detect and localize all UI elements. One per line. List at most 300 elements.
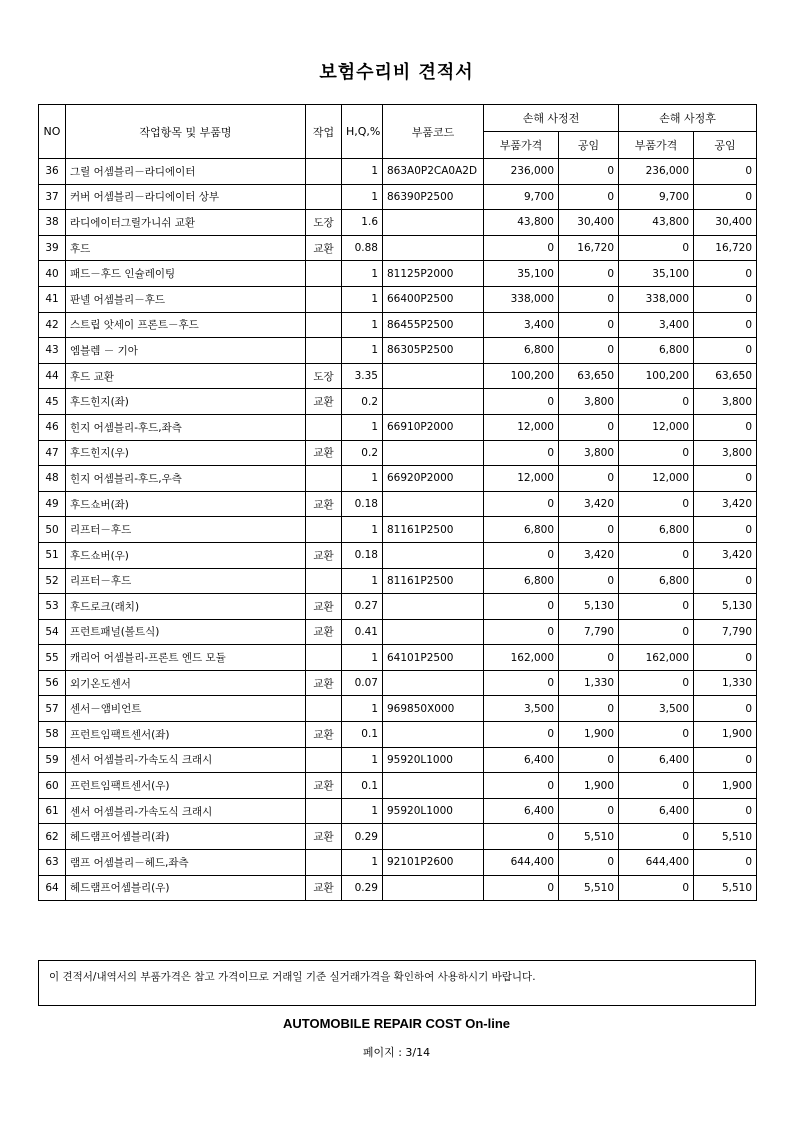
row-no: 46	[39, 414, 66, 440]
row-before-part-price: 0	[484, 440, 559, 466]
row-before-part-price: 338,000	[484, 286, 559, 312]
row-work: 교환	[306, 594, 342, 620]
row-hq: 1	[342, 286, 383, 312]
row-before-labor: 16,720	[559, 235, 619, 261]
row-no: 58	[39, 722, 66, 748]
price-notice: 이 견적서/내역서의 부품가격은 참고 가격이므로 거래일 기준 실거래가격을 확인하여 사용하시기 바랍니다.	[38, 960, 756, 1006]
row-item: 리프터－후드	[66, 517, 306, 543]
row-after-part-price: 12,000	[619, 466, 694, 492]
row-after-labor: 0	[694, 312, 757, 338]
row-after-part-price: 100,200	[619, 363, 694, 389]
row-code: 81125P2000	[383, 261, 484, 287]
row-code: 95920L1000	[383, 747, 484, 773]
row-after-labor: 0	[694, 261, 757, 287]
row-before-labor: 0	[559, 466, 619, 492]
table-row	[39, 850, 757, 876]
row-code: 863A0P2CA0A2D	[383, 159, 484, 185]
row-after-labor: 5,510	[694, 824, 757, 850]
row-no: 49	[39, 491, 66, 517]
row-no: 64	[39, 875, 66, 901]
row-code	[383, 542, 484, 568]
row-item: 센서 어셈블리-가속도식 크래시	[66, 798, 306, 824]
table-row	[39, 389, 757, 415]
row-before-labor: 3,800	[559, 389, 619, 415]
row-before-labor: 1,330	[559, 670, 619, 696]
row-hq: 1	[342, 696, 383, 722]
row-before-part-price: 0	[484, 594, 559, 620]
row-after-labor: 0	[694, 798, 757, 824]
row-item: 램프 어셈블리－헤드,좌측	[66, 850, 306, 876]
row-code: 81161P2500	[383, 517, 484, 543]
table-row	[39, 312, 757, 338]
row-no: 50	[39, 517, 66, 543]
row-before-labor: 0	[559, 261, 619, 287]
row-item: 힌지 어셈블리-후드,좌측	[66, 414, 306, 440]
table-row	[39, 491, 757, 517]
row-before-part-price: 6,800	[484, 517, 559, 543]
row-before-part-price: 12,000	[484, 414, 559, 440]
row-after-part-price: 9,700	[619, 184, 694, 210]
row-work	[306, 184, 342, 210]
row-before-labor: 0	[559, 517, 619, 543]
row-after-part-price: 162,000	[619, 645, 694, 671]
row-no: 56	[39, 670, 66, 696]
row-before-labor: 0	[559, 312, 619, 338]
row-work	[306, 286, 342, 312]
row-after-part-price: 6,800	[619, 517, 694, 543]
row-after-labor: 0	[694, 568, 757, 594]
row-before-labor: 0	[559, 338, 619, 364]
row-work	[306, 696, 342, 722]
row-before-part-price: 0	[484, 722, 559, 748]
row-work	[306, 568, 342, 594]
table-row	[39, 670, 757, 696]
row-before-part-price: 0	[484, 773, 559, 799]
row-after-part-price: 236,000	[619, 159, 694, 185]
row-no: 42	[39, 312, 66, 338]
row-no: 40	[39, 261, 66, 287]
row-work	[306, 850, 342, 876]
row-no: 41	[39, 286, 66, 312]
row-after-labor: 1,330	[694, 670, 757, 696]
row-before-part-price: 9,700	[484, 184, 559, 210]
row-work: 교환	[306, 670, 342, 696]
table-row	[39, 798, 757, 824]
row-item: 패드－후드 인슐레이팅	[66, 261, 306, 287]
row-code	[383, 594, 484, 620]
row-after-part-price: 6,800	[619, 568, 694, 594]
row-hq: 0.07	[342, 670, 383, 696]
row-after-labor: 0	[694, 466, 757, 492]
estimate-table	[38, 104, 757, 901]
table-row	[39, 261, 757, 287]
row-work	[306, 414, 342, 440]
row-hq: 0.1	[342, 722, 383, 748]
row-hq: 1	[342, 568, 383, 594]
row-before-part-price: 6,800	[484, 338, 559, 364]
row-hq: 0.29	[342, 875, 383, 901]
row-code	[383, 773, 484, 799]
row-after-labor: 0	[694, 184, 757, 210]
row-code	[383, 363, 484, 389]
row-no: 54	[39, 619, 66, 645]
row-item: 후드힌지(좌)	[66, 389, 306, 415]
row-after-part-price: 12,000	[619, 414, 694, 440]
table-row	[39, 542, 757, 568]
header-no: NO	[39, 105, 66, 159]
row-hq: 0.41	[342, 619, 383, 645]
row-code: 86455P2500	[383, 312, 484, 338]
table-row	[39, 696, 757, 722]
row-work: 도장	[306, 210, 342, 236]
page-number: 페이지 : 3/14	[362, 1046, 431, 1059]
row-hq: 1	[342, 414, 383, 440]
row-before-labor: 30,400	[559, 210, 619, 236]
row-before-part-price: 35,100	[484, 261, 559, 287]
row-before-labor: 5,510	[559, 875, 619, 901]
footer-brand: AUTOMOBILE REPAIR COST On-line	[282, 1016, 511, 1031]
row-after-labor: 0	[694, 286, 757, 312]
row-no: 39	[39, 235, 66, 261]
table-row	[39, 414, 757, 440]
header-hq: H,Q,%	[342, 105, 383, 159]
row-before-labor: 7,790	[559, 619, 619, 645]
row-after-labor: 0	[694, 696, 757, 722]
row-before-labor: 0	[559, 850, 619, 876]
row-item: 후드로크(래치)	[66, 594, 306, 620]
row-hq: 1	[342, 159, 383, 185]
row-after-labor: 0	[694, 159, 757, 185]
row-hq: 0.2	[342, 389, 383, 415]
row-before-part-price: 6,800	[484, 568, 559, 594]
row-item: 후드힌지(우)	[66, 440, 306, 466]
row-item: 프런트임팩트센서(우)	[66, 773, 306, 799]
table-row	[39, 568, 757, 594]
row-before-part-price: 0	[484, 235, 559, 261]
row-code	[383, 235, 484, 261]
row-work	[306, 338, 342, 364]
row-after-part-price: 6,400	[619, 747, 694, 773]
row-no: 38	[39, 210, 66, 236]
row-before-part-price: 3,500	[484, 696, 559, 722]
row-no: 52	[39, 568, 66, 594]
row-item: 그릴 어셈블리－라디에이터	[66, 159, 306, 185]
row-work: 교환	[306, 773, 342, 799]
row-before-part-price: 162,000	[484, 645, 559, 671]
row-before-part-price: 6,400	[484, 798, 559, 824]
row-after-part-price: 35,100	[619, 261, 694, 287]
row-before-part-price: 12,000	[484, 466, 559, 492]
row-after-labor: 30,400	[694, 210, 757, 236]
row-work: 교환	[306, 542, 342, 568]
row-no: 44	[39, 363, 66, 389]
row-after-labor: 0	[694, 645, 757, 671]
row-item: 라디에이터그릴가니쉬 교환	[66, 210, 306, 236]
row-work: 교환	[306, 440, 342, 466]
row-work	[306, 466, 342, 492]
table-row	[39, 517, 757, 543]
row-after-part-price: 3,400	[619, 312, 694, 338]
row-no: 36	[39, 159, 66, 185]
row-item: 엠블렘 － 기아	[66, 338, 306, 364]
row-hq: 1	[342, 747, 383, 773]
row-item: 프런트패널(볼트식)	[66, 619, 306, 645]
row-before-labor: 3,800	[559, 440, 619, 466]
row-work	[306, 747, 342, 773]
row-code	[383, 440, 484, 466]
row-after-labor: 1,900	[694, 773, 757, 799]
row-hq: 0.88	[342, 235, 383, 261]
row-after-part-price: 43,800	[619, 210, 694, 236]
row-after-part-price: 0	[619, 670, 694, 696]
row-after-part-price: 0	[619, 619, 694, 645]
table-row	[39, 619, 757, 645]
row-before-labor: 63,650	[559, 363, 619, 389]
table-row	[39, 594, 757, 620]
row-before-part-price: 43,800	[484, 210, 559, 236]
row-after-part-price: 0	[619, 491, 694, 517]
row-after-part-price: 6,800	[619, 338, 694, 364]
row-work: 교환	[306, 235, 342, 261]
row-item: 외기온도센서	[66, 670, 306, 696]
row-before-part-price: 0	[484, 389, 559, 415]
row-work: 교환	[306, 875, 342, 901]
row-hq: 3.35	[342, 363, 383, 389]
row-code: 969850X000	[383, 696, 484, 722]
row-before-part-price: 0	[484, 542, 559, 568]
row-hq: 0.1	[342, 773, 383, 799]
row-after-labor: 0	[694, 850, 757, 876]
row-after-part-price: 0	[619, 542, 694, 568]
header-after: 손해 사정후	[619, 105, 757, 132]
row-before-part-price: 236,000	[484, 159, 559, 185]
row-item: 판넬 어셈블리－후드	[66, 286, 306, 312]
row-work: 교환	[306, 722, 342, 748]
row-before-part-price: 100,200	[484, 363, 559, 389]
row-after-part-price: 3,500	[619, 696, 694, 722]
row-before-labor: 0	[559, 645, 619, 671]
row-hq: 0.18	[342, 491, 383, 517]
table-row	[39, 159, 757, 185]
row-hq: 1	[342, 338, 383, 364]
row-before-labor: 0	[559, 747, 619, 773]
row-no: 57	[39, 696, 66, 722]
row-after-part-price: 6,400	[619, 798, 694, 824]
table-row	[39, 286, 757, 312]
table-row	[39, 875, 757, 901]
row-hq: 1	[342, 517, 383, 543]
row-code	[383, 210, 484, 236]
row-hq: 1	[342, 850, 383, 876]
row-no: 48	[39, 466, 66, 492]
table-row	[39, 363, 757, 389]
row-before-labor: 5,130	[559, 594, 619, 620]
row-after-labor: 3,800	[694, 389, 757, 415]
row-item: 후드 교환	[66, 363, 306, 389]
table-row	[39, 824, 757, 850]
row-hq: 1.6	[342, 210, 383, 236]
row-after-labor: 3,800	[694, 440, 757, 466]
row-item: 캐리어 어셈블리-프론트 엔드 모듈	[66, 645, 306, 671]
row-item: 커버 어셈블리－라디에이터 상부	[66, 184, 306, 210]
row-code: 66910P2000	[383, 414, 484, 440]
row-item: 후드	[66, 235, 306, 261]
row-hq: 1	[342, 466, 383, 492]
header-after-labor: 공임	[694, 132, 757, 159]
row-hq: 1	[342, 798, 383, 824]
row-after-labor: 63,650	[694, 363, 757, 389]
row-code	[383, 670, 484, 696]
row-code: 92101P2600	[383, 850, 484, 876]
row-before-part-price: 644,400	[484, 850, 559, 876]
row-before-part-price: 6,400	[484, 747, 559, 773]
row-before-labor: 0	[559, 184, 619, 210]
row-after-labor: 5,510	[694, 875, 757, 901]
row-hq: 1	[342, 645, 383, 671]
row-no: 55	[39, 645, 66, 671]
row-item: 후드쇼버(우)	[66, 542, 306, 568]
header-code: 부품코드	[383, 105, 484, 159]
table-row	[39, 338, 757, 364]
row-before-part-price: 0	[484, 491, 559, 517]
row-hq: 1	[342, 184, 383, 210]
row-code: 66920P2000	[383, 466, 484, 492]
header-after-part-price: 부품가격	[619, 132, 694, 159]
row-no: 53	[39, 594, 66, 620]
row-no: 59	[39, 747, 66, 773]
row-before-labor: 0	[559, 696, 619, 722]
row-code: 64101P2500	[383, 645, 484, 671]
row-after-labor: 3,420	[694, 542, 757, 568]
row-before-part-price: 0	[484, 824, 559, 850]
row-code	[383, 491, 484, 517]
row-item: 헤드램프어셈블리(우)	[66, 875, 306, 901]
row-work	[306, 517, 342, 543]
row-after-labor: 0	[694, 414, 757, 440]
table-row	[39, 184, 757, 210]
row-no: 43	[39, 338, 66, 364]
row-before-labor: 0	[559, 159, 619, 185]
row-after-part-price: 0	[619, 594, 694, 620]
row-after-labor: 0	[694, 338, 757, 364]
row-before-labor: 3,420	[559, 542, 619, 568]
document-title: 보험수리비 견적서	[319, 62, 474, 83]
row-after-part-price: 0	[619, 875, 694, 901]
row-after-part-price: 0	[619, 824, 694, 850]
row-work	[306, 312, 342, 338]
row-hq: 1	[342, 261, 383, 287]
row-work: 교환	[306, 491, 342, 517]
row-item: 후드쇼버(좌)	[66, 491, 306, 517]
row-no: 60	[39, 773, 66, 799]
row-after-part-price: 338,000	[619, 286, 694, 312]
row-code	[383, 875, 484, 901]
row-code: 66400P2500	[383, 286, 484, 312]
row-code: 81161P2500	[383, 568, 484, 594]
row-code: 86390P2500	[383, 184, 484, 210]
row-after-part-price: 0	[619, 235, 694, 261]
row-after-labor: 16,720	[694, 235, 757, 261]
row-code	[383, 389, 484, 415]
table-row	[39, 440, 757, 466]
header-before: 손해 사정전	[484, 105, 619, 132]
row-after-labor: 7,790	[694, 619, 757, 645]
header-before-part-price: 부품가격	[484, 132, 559, 159]
row-item: 스트립 앗세이 프론트－후드	[66, 312, 306, 338]
table-row	[39, 210, 757, 236]
row-hq: 1	[342, 312, 383, 338]
row-no: 63	[39, 850, 66, 876]
row-after-part-price: 0	[619, 722, 694, 748]
row-work	[306, 261, 342, 287]
row-after-labor: 1,900	[694, 722, 757, 748]
row-no: 37	[39, 184, 66, 210]
row-before-labor: 3,420	[559, 491, 619, 517]
row-hq: 0.18	[342, 542, 383, 568]
row-before-labor: 5,510	[559, 824, 619, 850]
row-after-labor: 0	[694, 747, 757, 773]
row-item: 프런트임팩트센서(좌)	[66, 722, 306, 748]
row-hq: 0.27	[342, 594, 383, 620]
table-row	[39, 722, 757, 748]
row-work: 도장	[306, 363, 342, 389]
row-before-labor: 1,900	[559, 722, 619, 748]
row-after-part-price: 644,400	[619, 850, 694, 876]
row-code	[383, 722, 484, 748]
row-code: 86305P2500	[383, 338, 484, 364]
row-before-labor: 0	[559, 414, 619, 440]
row-before-part-price: 3,400	[484, 312, 559, 338]
row-after-labor: 3,420	[694, 491, 757, 517]
row-before-labor: 0	[559, 798, 619, 824]
table-row	[39, 235, 757, 261]
row-work	[306, 159, 342, 185]
row-no: 61	[39, 798, 66, 824]
table-row	[39, 773, 757, 799]
row-code	[383, 824, 484, 850]
row-before-labor: 0	[559, 286, 619, 312]
header-item: 작업항목 및 부품명	[66, 105, 306, 159]
row-code	[383, 619, 484, 645]
table-row	[39, 466, 757, 492]
row-after-part-price: 0	[619, 440, 694, 466]
row-after-labor: 5,130	[694, 594, 757, 620]
table-row	[39, 747, 757, 773]
row-no: 45	[39, 389, 66, 415]
row-before-part-price: 0	[484, 670, 559, 696]
row-code: 95920L1000	[383, 798, 484, 824]
row-before-part-price: 0	[484, 875, 559, 901]
row-item: 힌지 어셈블리-후드,우측	[66, 466, 306, 492]
row-no: 51	[39, 542, 66, 568]
row-before-labor: 0	[559, 568, 619, 594]
row-item: 센서 어셈블리-가속도식 크래시	[66, 747, 306, 773]
row-work: 교환	[306, 389, 342, 415]
row-item: 헤드램프어셈블리(좌)	[66, 824, 306, 850]
row-before-labor: 1,900	[559, 773, 619, 799]
row-work	[306, 798, 342, 824]
table-row	[39, 645, 757, 671]
row-hq: 0.2	[342, 440, 383, 466]
header-before-labor: 공임	[559, 132, 619, 159]
row-before-part-price: 0	[484, 619, 559, 645]
row-no: 62	[39, 824, 66, 850]
row-no: 47	[39, 440, 66, 466]
row-after-part-price: 0	[619, 773, 694, 799]
row-after-part-price: 0	[619, 389, 694, 415]
row-work: 교환	[306, 824, 342, 850]
row-work: 교환	[306, 619, 342, 645]
